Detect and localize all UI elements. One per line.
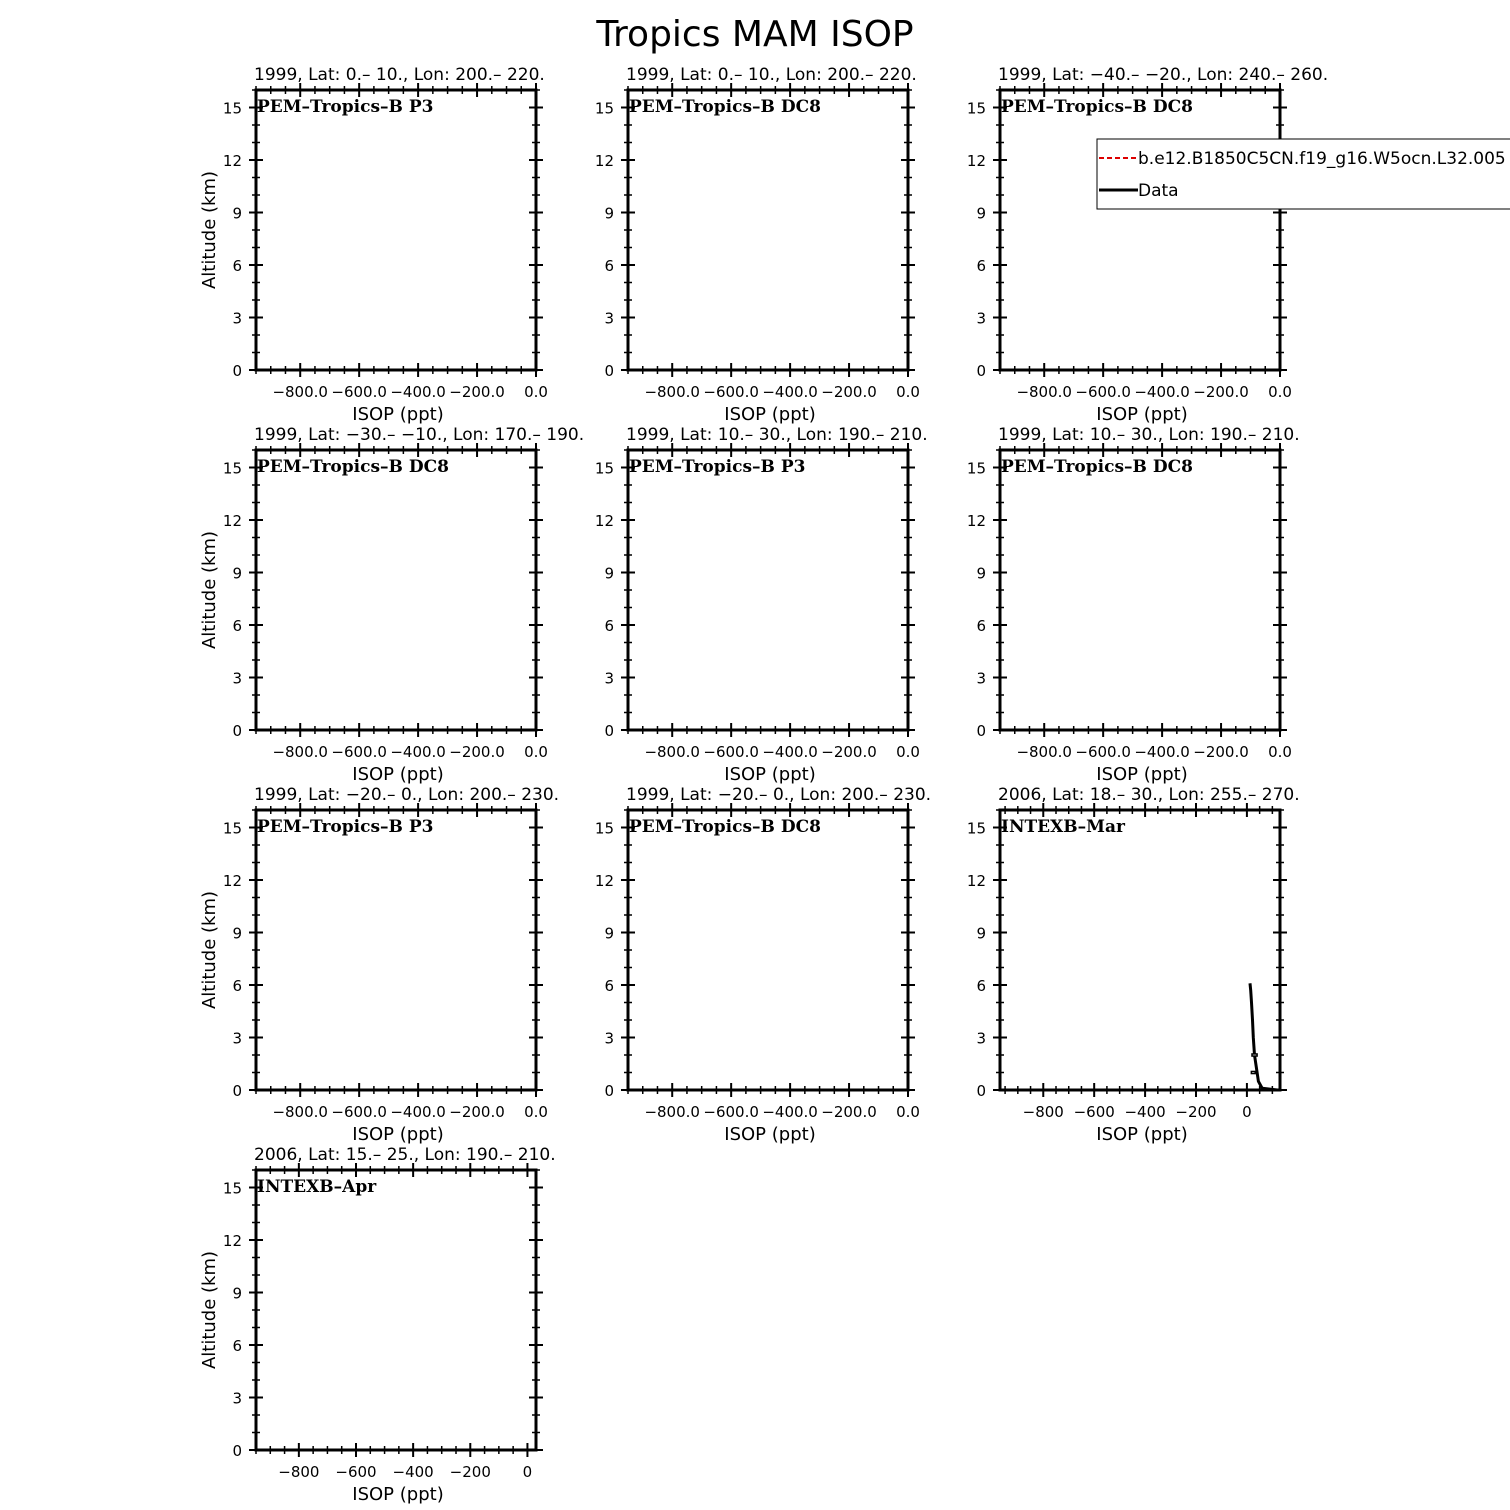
plot-frame: [1000, 810, 1280, 1090]
campaign-label: PEM–Tropics–B DC8: [629, 97, 821, 117]
panel-grid: [199, 65, 1328, 1505]
plot-frame: [1000, 90, 1280, 370]
y-tick-label: 3: [604, 669, 614, 688]
y-tick-label: 3: [232, 669, 242, 688]
x-tick-label: −800.0: [272, 743, 328, 761]
x-axis-label: ISOP (ppt): [724, 404, 816, 425]
campaign-label: PEM–Tropics–B DC8: [257, 457, 449, 477]
legend: [1097, 139, 1510, 209]
x-tick-label: −800.0: [1016, 743, 1072, 761]
panel-6: [967, 425, 1300, 785]
x-tick-label: −400.0: [762, 383, 818, 401]
panel-title: 1999, Lat: −30.– −10., Lon: 170.– 190.: [254, 425, 585, 445]
x-axis-label: ISOP (ppt): [352, 1124, 444, 1145]
y-tick-label: 12: [222, 512, 242, 530]
x-tick-label: −800.0: [272, 383, 328, 401]
y-tick-label: 0: [976, 722, 986, 740]
x-axis-label: ISOP (ppt): [352, 404, 444, 425]
x-tick-label: 0: [1242, 1103, 1252, 1121]
y-tick-label: 0: [232, 722, 242, 740]
x-tick-label: −400: [1124, 1103, 1166, 1121]
x-axis-label: ISOP (ppt): [352, 764, 444, 785]
x-tick-label: −600.0: [1075, 383, 1131, 401]
campaign-label: PEM–Tropics–B DC8: [1001, 97, 1193, 117]
x-tick-label: −400.0: [762, 743, 818, 761]
y-tick-label: 9: [604, 564, 614, 583]
y-tick-label: 9: [976, 204, 986, 223]
y-tick-label: 15: [966, 819, 986, 838]
y-tick-label: 3: [232, 1389, 242, 1408]
panel-title: 1999, Lat: 10.– 30., Lon: 190.– 210.: [626, 425, 928, 445]
y-tick-label: 6: [604, 977, 614, 995]
y-tick-label: 9: [976, 564, 986, 583]
panel-5: [595, 425, 928, 785]
x-tick-label: −600.0: [331, 1103, 387, 1121]
x-tick-label: −200.0: [449, 383, 505, 401]
x-tick-label: −200.0: [449, 1103, 505, 1121]
y-tick-label: 12: [966, 512, 986, 530]
panel-7: [199, 785, 559, 1145]
campaign-label: PEM–Tropics–B DC8: [1001, 457, 1193, 477]
y-tick-label: 9: [232, 564, 242, 583]
x-tick-label: −600: [335, 1463, 377, 1481]
panel-2: [595, 65, 920, 425]
x-tick-label: −800.0: [644, 1103, 700, 1121]
y-tick-label: 0: [604, 722, 614, 740]
y-tick-label: 15: [966, 459, 986, 478]
panel-title: 1999, Lat: 0.– 10., Lon: 200.– 220.: [626, 65, 917, 85]
x-tick-label: −400: [392, 1463, 434, 1481]
y-tick-label: 0: [232, 362, 242, 380]
legend-model-label: b.e12.B1850C5CN.f19_g16.W5ocn.L32.005: [1138, 149, 1506, 169]
y-tick-label: 15: [594, 819, 614, 838]
x-axis-label: ISOP (ppt): [1096, 1124, 1188, 1145]
plot-frame: [256, 1170, 536, 1450]
y-tick-label: 12: [594, 152, 614, 170]
y-tick-label: 9: [232, 1284, 242, 1303]
plot-frame: [256, 810, 536, 1090]
x-tick-label: 0.0: [896, 1103, 920, 1121]
y-tick-label: 12: [222, 152, 242, 170]
plot-frame: [628, 450, 908, 730]
x-axis-label: ISOP (ppt): [1096, 764, 1188, 785]
x-tick-label: −200: [449, 1463, 491, 1481]
y-tick-label: 6: [604, 617, 614, 635]
y-tick-label: 9: [604, 924, 614, 943]
campaign-label: PEM–Tropics–B P3: [257, 817, 434, 837]
figure-title: Tropics MAM ISOP: [596, 14, 914, 55]
x-tick-label: 0.0: [1268, 743, 1292, 761]
x-tick-label: −200.0: [821, 1103, 877, 1121]
y-tick-label: 6: [976, 977, 986, 995]
y-tick-label: 12: [966, 152, 986, 170]
y-tick-label: 0: [604, 1082, 614, 1100]
x-tick-label: −400.0: [390, 383, 446, 401]
y-tick-label: 0: [232, 1082, 242, 1100]
x-tick-label: −200.0: [821, 743, 877, 761]
y-tick-label: 0: [976, 362, 986, 380]
y-tick-label: 12: [594, 872, 614, 890]
x-tick-label: −600.0: [703, 383, 759, 401]
data-box: [1252, 1054, 1257, 1056]
plot-frame: [1000, 450, 1280, 730]
y-tick-label: 6: [976, 257, 986, 275]
x-tick-label: −400.0: [1134, 743, 1190, 761]
x-tick-label: −800.0: [272, 1103, 328, 1121]
x-tick-label: −200.0: [449, 743, 505, 761]
x-axis-label: ISOP (ppt): [1096, 404, 1188, 425]
x-tick-label: −200.0: [1193, 743, 1249, 761]
x-axis-label: ISOP (ppt): [724, 764, 816, 785]
y-tick-label: 9: [976, 924, 986, 943]
x-tick-label: 0.0: [524, 743, 548, 761]
x-tick-label: −400.0: [762, 1103, 818, 1121]
y-tick-label: 15: [222, 1179, 242, 1198]
y-axis-label: Altitude (km): [199, 1250, 220, 1370]
y-tick-label: 3: [232, 309, 242, 328]
x-tick-label: −600.0: [703, 743, 759, 761]
x-axis-label: ISOP (ppt): [724, 1124, 816, 1145]
y-tick-label: 6: [232, 977, 242, 995]
x-tick-label: −600.0: [331, 383, 387, 401]
panel-title: 1999, Lat: 10.– 30., Lon: 190.– 210.: [998, 425, 1300, 445]
panel-3: [967, 65, 1328, 425]
y-tick-label: 6: [976, 617, 986, 635]
x-tick-label: −200: [1175, 1103, 1217, 1121]
y-tick-label: 15: [594, 99, 614, 118]
y-tick-label: 15: [222, 459, 242, 478]
panel-10: [199, 1145, 556, 1505]
y-tick-label: 15: [222, 819, 242, 838]
plot-frame: [628, 810, 908, 1090]
y-tick-label: 12: [222, 1232, 242, 1250]
y-tick-label: 6: [232, 617, 242, 635]
x-tick-label: −400.0: [390, 743, 446, 761]
panel-title: 1999, Lat: −20.– 0., Lon: 200.– 230.: [254, 785, 560, 805]
y-tick-label: 3: [976, 309, 986, 328]
y-tick-label: 9: [232, 924, 242, 943]
campaign-label: INTEXB–Apr: [257, 1177, 377, 1197]
x-tick-label: −200.0: [821, 383, 877, 401]
x-tick-label: −800.0: [644, 383, 700, 401]
y-tick-label: 6: [232, 1337, 242, 1355]
y-tick-label: 3: [604, 309, 614, 328]
x-tick-label: −800.0: [644, 743, 700, 761]
y-axis-label: Altitude (km): [199, 890, 220, 1010]
x-tick-label: −600: [1073, 1103, 1115, 1121]
x-tick-label: −200.0: [1193, 383, 1249, 401]
campaign-label: PEM–Tropics–B P3: [257, 97, 434, 117]
y-tick-label: 0: [232, 1442, 242, 1460]
plot-frame: [256, 450, 536, 730]
y-tick-label: 0: [604, 362, 614, 380]
legend-data-label: Data: [1138, 181, 1179, 201]
panel-9: [967, 785, 1300, 1145]
panel-title: 1999, Lat: 0.– 10., Lon: 200.– 220.: [254, 65, 545, 85]
x-tick-label: −400.0: [1134, 383, 1190, 401]
campaign-label: PEM–Tropics–B P3: [629, 457, 806, 477]
panel-title: 2006, Lat: 15.– 25., Lon: 190.– 210.: [254, 1145, 556, 1165]
plot-frame: [256, 90, 536, 370]
campaign-label: INTEXB–Mar: [1001, 817, 1125, 837]
x-tick-label: 0.0: [524, 1103, 548, 1121]
panel-title: 1999, Lat: −40.– −20., Lon: 240.– 260.: [998, 65, 1329, 85]
x-tick-label: −600.0: [703, 1103, 759, 1121]
panel-1: [199, 65, 548, 425]
y-tick-label: 15: [594, 459, 614, 478]
panel-4: [199, 425, 584, 785]
y-tick-label: 15: [966, 99, 986, 118]
y-tick-label: 3: [232, 1029, 242, 1048]
panel-title: 1999, Lat: −20.– 0., Lon: 200.– 230.: [626, 785, 932, 805]
x-tick-label: 0.0: [896, 383, 920, 401]
x-tick-label: −400.0: [390, 1103, 446, 1121]
x-tick-label: 0.0: [896, 743, 920, 761]
y-tick-label: 9: [232, 204, 242, 223]
y-tick-label: 9: [604, 204, 614, 223]
x-tick-label: −800: [278, 1463, 320, 1481]
y-axis-label: Altitude (km): [199, 170, 220, 290]
x-tick-label: −800: [1022, 1103, 1064, 1121]
y-tick-label: 6: [232, 257, 242, 275]
campaign-label: PEM–Tropics–B DC8: [629, 817, 821, 837]
panel-title: 2006, Lat: 18.– 30., Lon: 255.– 270.: [998, 785, 1300, 805]
y-tick-label: 6: [604, 257, 614, 275]
y-tick-label: 3: [976, 669, 986, 688]
x-tick-label: −600.0: [331, 743, 387, 761]
y-tick-label: 0: [976, 1082, 986, 1100]
x-tick-label: −800.0: [1016, 383, 1072, 401]
y-tick-label: 12: [966, 872, 986, 890]
x-tick-label: 0.0: [524, 383, 548, 401]
panel-8: [595, 785, 931, 1145]
y-tick-label: 12: [594, 512, 614, 530]
y-tick-label: 15: [222, 99, 242, 118]
y-axis-label: Altitude (km): [199, 530, 220, 650]
y-tick-label: 12: [222, 872, 242, 890]
y-tick-label: 3: [976, 1029, 986, 1048]
data-box: [1251, 1071, 1255, 1073]
plot-frame: [628, 90, 908, 370]
x-tick-label: −600.0: [1075, 743, 1131, 761]
y-tick-label: 3: [604, 1029, 614, 1048]
x-axis-label: ISOP (ppt): [352, 1484, 444, 1505]
x-tick-label: 0.0: [1268, 383, 1292, 401]
x-tick-label: 0: [522, 1463, 533, 1481]
